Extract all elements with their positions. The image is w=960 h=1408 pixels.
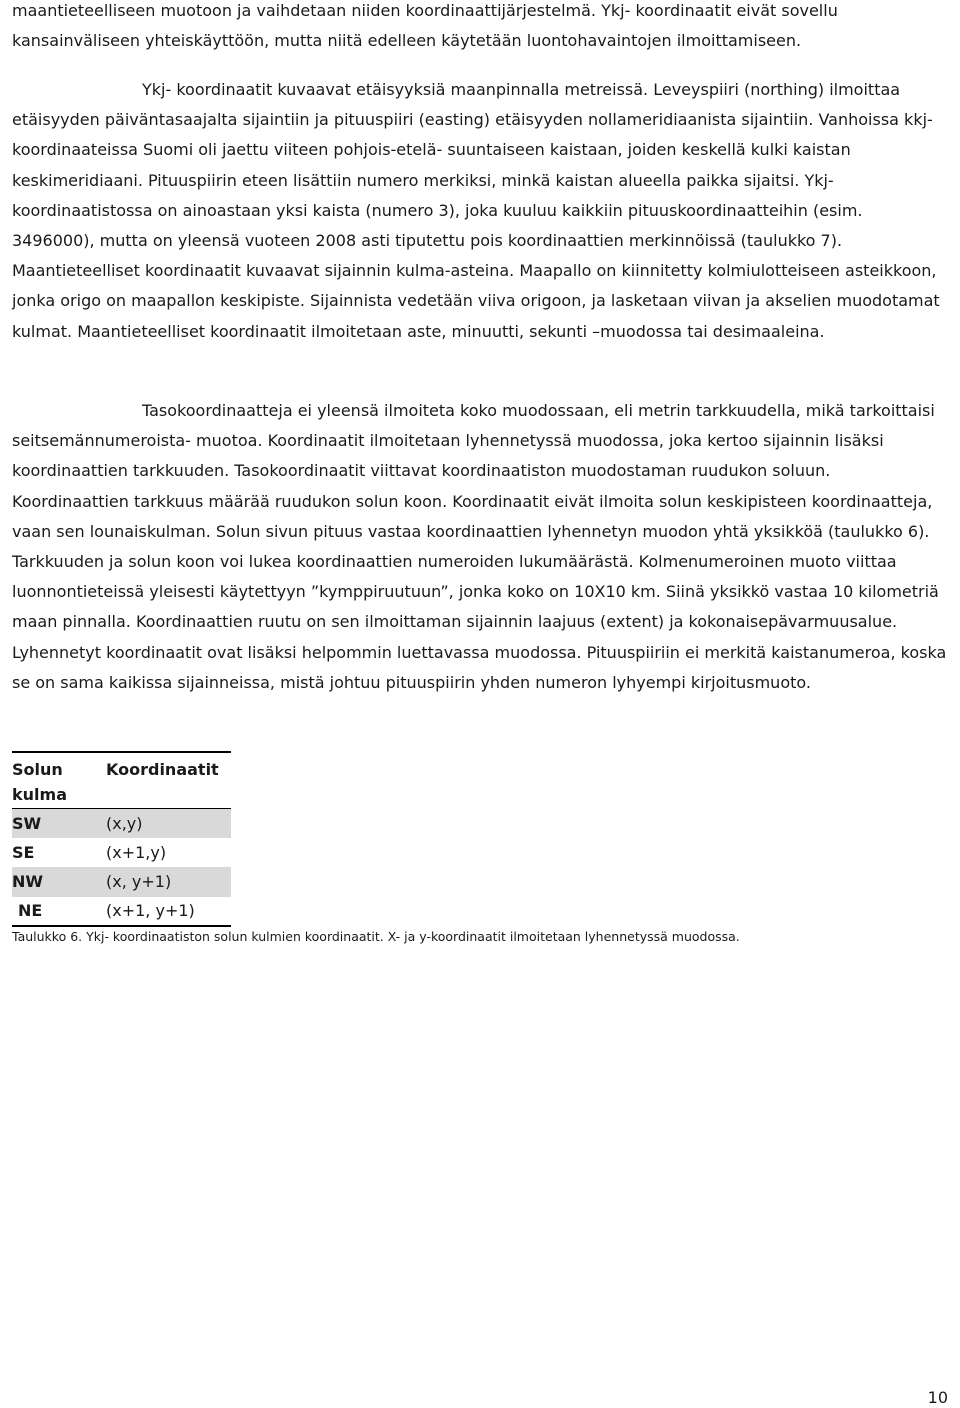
paragraph-3-text: Tasokoordinaatteja ei yleensä ilmoiteta koko muodossaan, eli metrin tarkkuudella, mikä tarkoittaisi seitsemännumeroista- muotoa. Koordinaatit ilmoitetaan lyhennetyssä muodossa, joka kertoo sijainnin lisäksi koordinaattien tarkkuuden. Tasokoordinaatit viittavat koordinaatiston muodostaman ruudukon soluun. Koordinaattien tarkkuus määrää ruudukon solun koon. Koordinaatit eivät ilmoita solun keskipisteen koordinaatteja, vaan sen lounaiskulman. Solun sivun pituus vastaa koordinaattien lyhennetyn muodon yhtä yksikköä (taulukko 6). Tarkkuuden ja solun koon voi lukea koordinaattien numeroiden lukumäärästä. Kolmenumeroinen muoto viittaa luonnontieteissä yleisesti käytettyyn ”kymppiruutuun”, jonka koko on 10X10 km. Siinä yksikkö vastaa 10 kilometriä maan pinnalla. Koordinaattien ruutu on sen ilmoittaman sijainnin laajuus (extent) ja kokonaisepävarmuusalue. Lyhennetyt koordinaatit ovat lisäksi helpommin luettavassa muodossa. Pituuspiiriin ei merkitä kaistanumeroa, koska se on sama kaikissa sijainneissa, mistä johtuu pituuspiirin yhden numeron lyhyempi kirjoitusmuoto. — [12, 401, 947, 692]
table-row — [12, 808, 231, 838]
paragraph-3 — [12, 396, 948, 698]
column-header-corner: Solun kulma — [12, 752, 106, 808]
table-row — [12, 897, 231, 927]
table-row — [12, 867, 231, 897]
paragraph-1: maantieteelliseen muotoon ja vaihdetaan niiden koordinaattijärjestelmä. Ykj- koordinaatit eivät sovellu kansainväliseen yhteiskäyttöön, mutta niitä edelleen käytetään luontohavaintojen ilmoittamiseen. — [12, 1, 838, 51]
paragraph-2 — [12, 75, 948, 347]
table-cell-coordinates: (x, y+1) — [106, 872, 172, 892]
table-row — [12, 838, 231, 868]
table-cell-corner: NW — [12, 872, 44, 892]
table-cell-corner: SW — [12, 813, 42, 833]
paragraph-2-text: Ykj- koordinaatit kuvaavat etäisyyksiä maanpinnalla metreissä. Leveyspiiri (northing) ilmoittaa etäisyyden päiväntasaajalta sijaintiin ja pituuspiiri (easting) etäisyyden nollameridiaanista sijaintiin. Vanhoissa kkj- koordinaateissa Suomi oli jaettu viiteen pohjois-etelä- suuntaiseen kaistaan, joiden keskellä kulki kaistan keskimeridiaani. Pituuspiirin eteen lisättiin numero merkiksi, minkä kaistan alueella paikka sijaitsi. Ykj- koordinaatistossa on ainoastaan yksi kaista (numero 3), joka kuuluu kaikkiin pituuskoordinaatteihin (esim. 3496000), mutta on yleensä vuoteen 2008 asti tiputettu pois koordinaattien merkinnöissä (taulukko 7). Maantieteelliset koordinaatit kuvaavat sijainnin kulma-asteina. Maapallo on kiinnitetty kolmiulotteiseen asteikkoon, jonka origo on maapallon keskipiste. Sijainnista vedetään viiva origoon, ja lasketaan viivan ja akselien muodotamat kulmat. Maantieteelliset koordinaatit ilmoitetaan aste, minuutti, sekunti –muodossa tai desimaaleina. — [12, 80, 940, 341]
table-caption: Taulukko 6. Ykj- koordinaatiston solun kulmien koordinaatit. X- ja y-koordinaatit ilmoitetaan lyhennetyssä muodossa. — [12, 929, 740, 944]
corner-coordinates-table — [12, 751, 231, 927]
table-cell-coordinates: (x+1,y) — [106, 842, 167, 862]
page-number: 10 — [927, 1388, 948, 1407]
table-cell-corner: NE — [12, 897, 106, 927]
table-cell-corner: SE — [12, 842, 35, 862]
table-header-row — [12, 752, 231, 808]
table-cell-coordinates: (x,y) — [106, 813, 143, 833]
table-cell-coordinates: (x+1, y+1) — [106, 897, 231, 927]
column-header-coordinates: Koordinaatit — [106, 752, 231, 808]
data-table — [12, 751, 231, 927]
